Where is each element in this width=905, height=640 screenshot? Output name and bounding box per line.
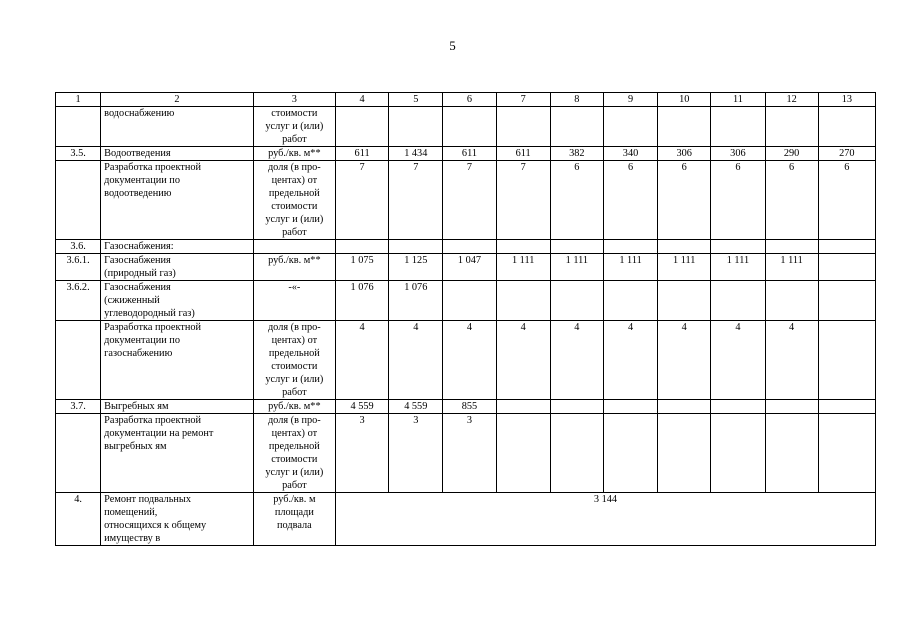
- value-cell: 3: [443, 414, 496, 493]
- table-row: [56, 107, 876, 147]
- work-name-cell: водоснабжению: [101, 107, 254, 147]
- value-cell: [496, 281, 550, 321]
- value-cell: [603, 400, 657, 414]
- value-cell: [711, 281, 765, 321]
- value-cell: 4: [550, 321, 603, 400]
- table-row: [56, 254, 876, 281]
- value-cell: 1 047: [443, 254, 496, 281]
- item-number-cell: 3.6.2.: [56, 281, 101, 321]
- value-cell: [443, 240, 496, 254]
- work-name-cell: Газоснабжения (сжиженный углеводородный газ): [101, 281, 254, 321]
- value-cell: 340: [603, 147, 657, 161]
- value-cell: 306: [658, 147, 711, 161]
- value-cell: [711, 400, 765, 414]
- value-cell: 6: [658, 161, 711, 240]
- value-cell: 382: [550, 147, 603, 161]
- value-cell: 611: [496, 147, 550, 161]
- table-row: [56, 161, 876, 240]
- work-name-cell: Газоснабжения (природный газ): [101, 254, 254, 281]
- value-cell: [765, 107, 818, 147]
- unit-cell: руб./кв. м**: [253, 254, 335, 281]
- value-cell: [336, 107, 389, 147]
- value-cell: 6: [818, 161, 875, 240]
- value-cell: 6: [550, 161, 603, 240]
- value-cell: 611: [336, 147, 389, 161]
- column-number-cell: 2: [101, 93, 254, 107]
- value-cell: [658, 400, 711, 414]
- value-cell: 4: [336, 321, 389, 400]
- unit-cell: [253, 240, 335, 254]
- column-number-cell: 9: [603, 93, 657, 107]
- unit-cell: доля (в про- центах) от предельной стоимости услуг и (или) работ: [253, 161, 335, 240]
- value-cell: 1 075: [336, 254, 389, 281]
- value-cell: [603, 240, 657, 254]
- value-cell: [389, 107, 443, 147]
- value-cell: 1 111: [550, 254, 603, 281]
- value-cell: [550, 414, 603, 493]
- column-number-cell: 5: [389, 93, 443, 107]
- value-cell: 1 111: [496, 254, 550, 281]
- work-name-cell: Газоснабжения:: [101, 240, 254, 254]
- item-number-cell: 3.6.: [56, 240, 101, 254]
- work-name-cell: Разработка проектной документации по водоотведению: [101, 161, 254, 240]
- value-cell: [711, 107, 765, 147]
- unit-cell: руб./кв. м**: [253, 147, 335, 161]
- value-cell: [818, 321, 875, 400]
- unit-cell: доля (в про- центах) от предельной стоимости услуг и (или) работ: [253, 321, 335, 400]
- table-row: [56, 400, 876, 414]
- value-cell: 4 559: [389, 400, 443, 414]
- value-cell: 4: [711, 321, 765, 400]
- value-cell: 306: [711, 147, 765, 161]
- table-row: [56, 414, 876, 493]
- column-number-cell: 8: [550, 93, 603, 107]
- item-number-cell: 3.7.: [56, 400, 101, 414]
- value-cell: [603, 281, 657, 321]
- value-cell: [765, 400, 818, 414]
- value-cell: [711, 414, 765, 493]
- unit-cell: доля (в про- центах) от предельной стоимости услуг и (или) работ: [253, 414, 335, 493]
- value-cell: [658, 414, 711, 493]
- value-cell: 7: [389, 161, 443, 240]
- work-name-cell: Разработка проектной документации на ремонт выгребных ям: [101, 414, 254, 493]
- table-row: [56, 281, 876, 321]
- rates-table: [55, 92, 876, 546]
- column-number-cell: 3: [253, 93, 335, 107]
- value-cell: 4 559: [336, 400, 389, 414]
- value-cell: 4: [443, 321, 496, 400]
- value-cell: 7: [336, 161, 389, 240]
- value-cell: [765, 414, 818, 493]
- value-cell: [711, 240, 765, 254]
- work-name-cell: Разработка проектной документации по газоснабжению: [101, 321, 254, 400]
- table-row: [56, 321, 876, 400]
- item-number-cell: 4.: [56, 493, 101, 546]
- value-cell: 3: [389, 414, 443, 493]
- value-cell: 4: [765, 321, 818, 400]
- value-cell: [550, 240, 603, 254]
- page-number: 5: [449, 38, 456, 53]
- unit-cell: -«-: [253, 281, 335, 321]
- value-cell: 6: [603, 161, 657, 240]
- item-number-cell: [56, 414, 101, 493]
- value-cell: [658, 107, 711, 147]
- value-cell: 4: [389, 321, 443, 400]
- column-number-cell: 12: [765, 93, 818, 107]
- value-cell: 7: [443, 161, 496, 240]
- value-cell: [496, 414, 550, 493]
- value-cell: 4: [496, 321, 550, 400]
- item-number-cell: 3.5.: [56, 147, 101, 161]
- value-cell: 4: [603, 321, 657, 400]
- value-cell: [443, 107, 496, 147]
- value-cell: [658, 240, 711, 254]
- value-cell: [818, 107, 875, 147]
- value-cell: [603, 107, 657, 147]
- value-cell: 1 111: [603, 254, 657, 281]
- value-cell: [550, 400, 603, 414]
- value-cell: 270: [818, 147, 875, 161]
- item-number-cell: [56, 107, 101, 147]
- value-cell: 1 111: [658, 254, 711, 281]
- item-number-cell: [56, 161, 101, 240]
- column-number-cell: 11: [711, 93, 765, 107]
- value-cell: 1 076: [336, 281, 389, 321]
- value-cell: [496, 107, 550, 147]
- work-name-cell: Ремонт подвальных помещений, относящихся к общему имуществу в: [101, 493, 254, 546]
- unit-cell: руб./кв. м площади подвала: [253, 493, 335, 546]
- value-cell: [818, 281, 875, 321]
- value-cell: 611: [443, 147, 496, 161]
- merged-value-cell: 3 144: [336, 493, 876, 546]
- column-number-cell: 4: [336, 93, 389, 107]
- column-number-cell: 1: [56, 93, 101, 107]
- value-cell: [818, 400, 875, 414]
- value-cell: [818, 414, 875, 493]
- value-cell: 290: [765, 147, 818, 161]
- column-number-cell: 13: [818, 93, 875, 107]
- work-name-cell: Водоотведения: [101, 147, 254, 161]
- value-cell: [496, 400, 550, 414]
- value-cell: [336, 240, 389, 254]
- value-cell: 3: [336, 414, 389, 493]
- value-cell: 1 434: [389, 147, 443, 161]
- column-number-cell: 6: [443, 93, 496, 107]
- value-cell: [818, 254, 875, 281]
- value-cell: [443, 281, 496, 321]
- value-cell: 6: [711, 161, 765, 240]
- item-number-cell: [56, 321, 101, 400]
- table-row: [56, 147, 876, 161]
- value-cell: [389, 240, 443, 254]
- table-row: [56, 240, 876, 254]
- value-cell: 1 111: [711, 254, 765, 281]
- column-number-cell: 7: [496, 93, 550, 107]
- value-cell: [765, 281, 818, 321]
- value-cell: 1 111: [765, 254, 818, 281]
- value-cell: [765, 240, 818, 254]
- value-cell: 7: [496, 161, 550, 240]
- value-cell: 6: [765, 161, 818, 240]
- value-cell: [550, 281, 603, 321]
- column-number-cell: 10: [658, 93, 711, 107]
- value-cell: 855: [443, 400, 496, 414]
- value-cell: [658, 281, 711, 321]
- value-cell: 1 076: [389, 281, 443, 321]
- value-cell: 1 125: [389, 254, 443, 281]
- table-row-last: [56, 493, 876, 546]
- item-number-cell: 3.6.1.: [56, 254, 101, 281]
- unit-cell: руб./кв. м**: [253, 400, 335, 414]
- value-cell: [550, 107, 603, 147]
- value-cell: 4: [658, 321, 711, 400]
- value-cell: [603, 414, 657, 493]
- header-row: [56, 93, 876, 107]
- unit-cell: стоимости услуг и (или) работ: [253, 107, 335, 147]
- work-name-cell: Выгребных ям: [101, 400, 254, 414]
- value-cell: [818, 240, 875, 254]
- value-cell: [496, 240, 550, 254]
